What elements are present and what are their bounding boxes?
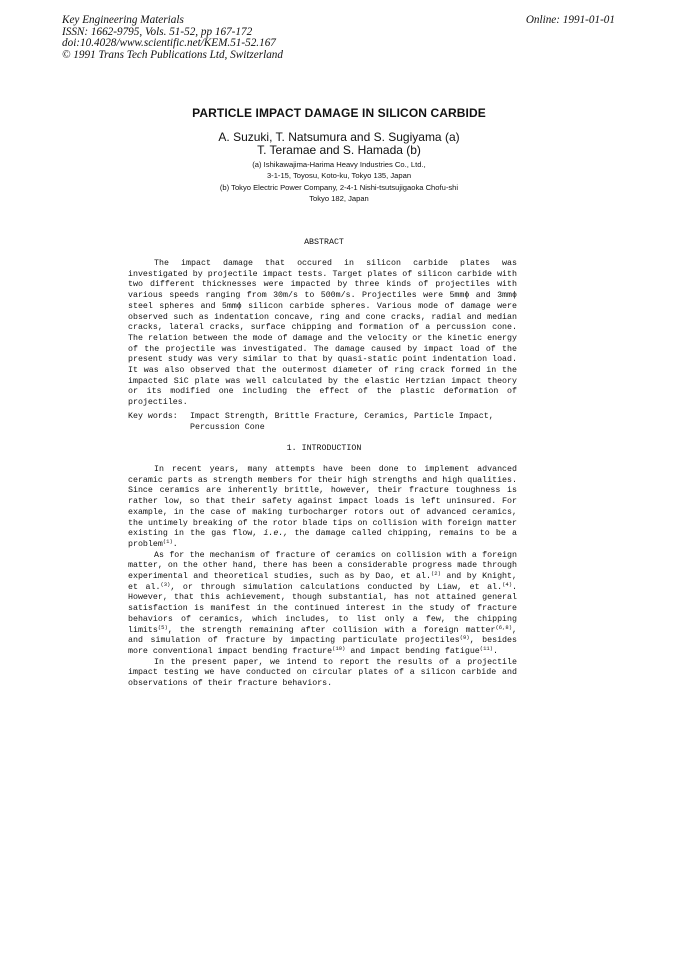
citation-ref: (3)	[160, 580, 171, 588]
affiliation-line: Tokyo 182, Japan	[309, 193, 369, 203]
affiliation-line: (b) Tokyo Electric Power Company, 2-4-1 Nishi-tsutsujigaoka Chofu-shi	[219, 182, 459, 192]
citation-ref: (10)	[332, 644, 346, 652]
affiliation-block	[0, 159, 678, 204]
author-line: A. Suzuki, T. Natsumura and S. Sugiyama (a)	[218, 130, 460, 144]
intro-body	[128, 465, 517, 690]
intro-paragraph-1: In recent years, many attempts have been done to implement advanced ceramic parts as strength members for their high strengths and high qualities. Since ceramics are inherently brittle, however, their fracture toughness is rather low, so that their safety against impact loads is left uninsured. For example, in the case of making turbocharger rotors out of advanced ceramics, the untimely breaking of the rotor blade tips on collision with foreign matter existing in the gas flow, i.e., the damage called chipping, remains to be a problem$^{(1)}$.	[128, 465, 518, 549]
journal-name: Key Engineering Materials	[62, 14, 184, 26]
doi-line: doi:10.4028/www.scientific.net/KEM.51-52.167	[62, 37, 276, 50]
citation-ref: (4)	[502, 580, 513, 588]
abstract-text: The impact damage that occured in silicon carbide plates was investigated by projectile impact tests. Target plates of silicon carbide with two different thicknesses were impacted by three kinds of projectiles with various speeds ranging from 30m/s to 500m/s. Projectiles were 5mmϕ and 3mmϕ steel spheres and 5mmϕ silicon carbide spheres. Various mode of damage were observed such as indentation concave, ring and cone cracks, radial and median cracks, lateral cracks, surface chipping and formation of a percussion cone. The relation between the mode of damage and the velocity or the kinetic energy of the projectile was investigated. The damage caused by impact load of the present study was very similar to that by quasi-static point indentation load. It was also observed that the outermost diameter of ring crack formed in the impacted SiC plate was well calculated by the elastic Hertzian impact theory or its modified one including the effect of the plastic deformation of projectiles.	[128, 259, 517, 408]
keywords-value: Impact Strength, Brittle Fracture, Ceramics, Particle Impact, Percussion Cone	[190, 412, 494, 432]
keywords	[128, 412, 517, 433]
citation-ref: (1)	[162, 537, 173, 545]
citation-ref: (2)	[430, 570, 441, 578]
citation-ref: (9)	[459, 634, 470, 642]
journal-header	[62, 15, 283, 61]
affiliation-line: 3-1-15, Toyosu, Koto-ku, Tokyo 135, Japan	[266, 171, 412, 181]
intro-paragraph-3: In the present paper, we intend to report the results of a projectile impact testing we have conducted on circular plates of a silicon carbide and observations of their fracture behaviors.	[128, 657, 517, 689]
paper-title: PARTICLE IMPACT DAMAGE IN SILICON CARBIDE	[192, 106, 486, 120]
author-block	[0, 131, 678, 157]
citation-ref: (6,8)	[495, 623, 513, 631]
abstract-heading: ABSTRACT	[304, 238, 344, 247]
intro-paragraph-2: As for the mechanism of fracture of ceramics on collision with a foreign matter, on the other hand, there has been a considerable progress made through experimental and theoretical studies, such as by Dao, et al.$^{(2)}$ and by Knight, et al.$^{(3)}$, or through simulation calculations conducted by Liaw, et al.$^{(4)}$. However, that this achievement, though substantial, has not attained general satisfaction is manifest in the continued interest in the study of fracture behaviors of ceramics, which includes, to list only a few, the chipping limits$^{(5)}$, the strength remaining after collision with a foreign matter$^{(6,8)}$, and simulation of fracture by impacting particulate projectiles$^{(9)}$, besides more conventional impact bending fracture$^{(10)}$ and impact bending fatigue$^{(11)}$.	[128, 550, 517, 656]
copyright-line: © 1991 Trans Tech Publications Ltd, Switzerland	[62, 48, 283, 61]
affiliation-line: (a) Ishikawajima-Harima Heavy Industries Co., Ltd.,	[252, 160, 426, 169]
citation-ref: (11)	[479, 644, 493, 652]
citation-ref: (5)	[157, 623, 168, 631]
online-date: Online: 1991-01-01	[525, 14, 615, 26]
keywords-label: Key words:	[128, 412, 178, 421]
issn-line: ISSN: 1662-9795, Vols. 51-52, pp 167-172	[62, 25, 253, 38]
author-line: T. Teramae and S. Hamada (b)	[257, 143, 421, 157]
intro-heading: 1. INTRODUCTION	[286, 444, 362, 453]
